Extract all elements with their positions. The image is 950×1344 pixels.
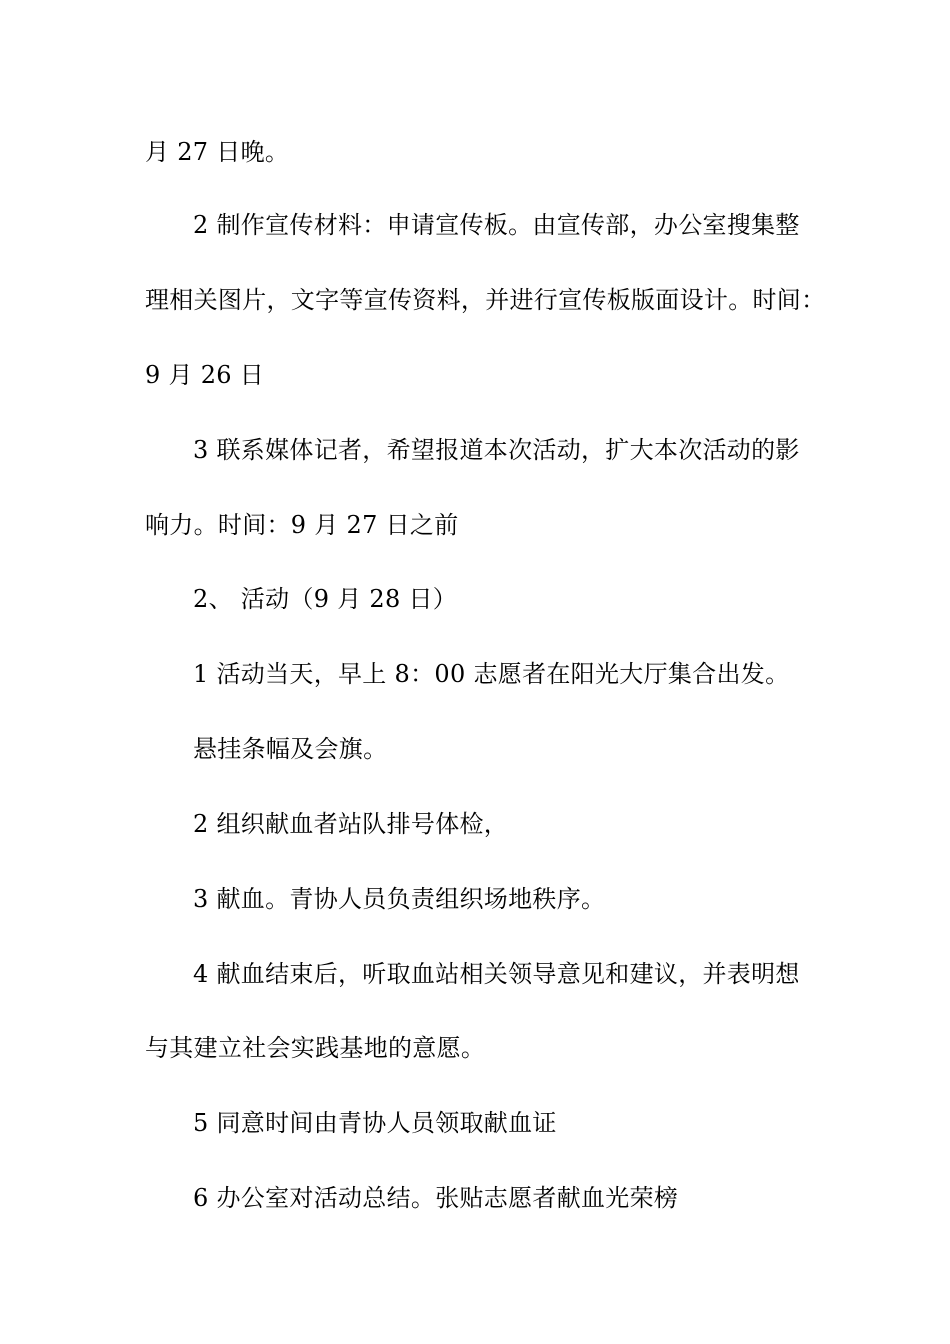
text-line: 9 月 26 日 [145,361,265,389]
text-line: 2 制作宣传材料：申请宣传板。由宣传部，办公室搜集整 [193,211,800,239]
text-line: 1 活动当天，早上 8：00 志愿者在阳光大厅集合出发。 [193,660,790,688]
text-line: 理相关图片，文字等宣传资料，并进行宣传板版面设计。时间： [145,286,826,314]
text-line: 4 献血结束后，听取血站相关领导意见和建议，并表明想 [193,960,800,988]
text-line: 与其建立社会实践基地的意愿。 [145,1034,486,1062]
text-line: 月 27 日晚。 [145,138,290,166]
text-line: 2 组织献血者站队排号体检， [193,810,509,838]
text-line: 3 联系媒体记者，希望报道本次活动，扩大本次活动的影 [193,436,800,464]
section-heading: 2、 活动（9 月 28 日） [193,585,458,613]
text-line: 3 献血。青协人员负责组织场地秩序。 [193,885,606,913]
text-line: 5 同意时间由青协人员领取献血证 [193,1109,557,1137]
text-line: 悬挂条幅及会旗。 [193,735,388,763]
text-line: 6 办公室对活动总结。张贴志愿者献血光荣榜 [193,1184,679,1212]
text-line: 响力。时间：9 月 27 日之前 [145,511,459,539]
